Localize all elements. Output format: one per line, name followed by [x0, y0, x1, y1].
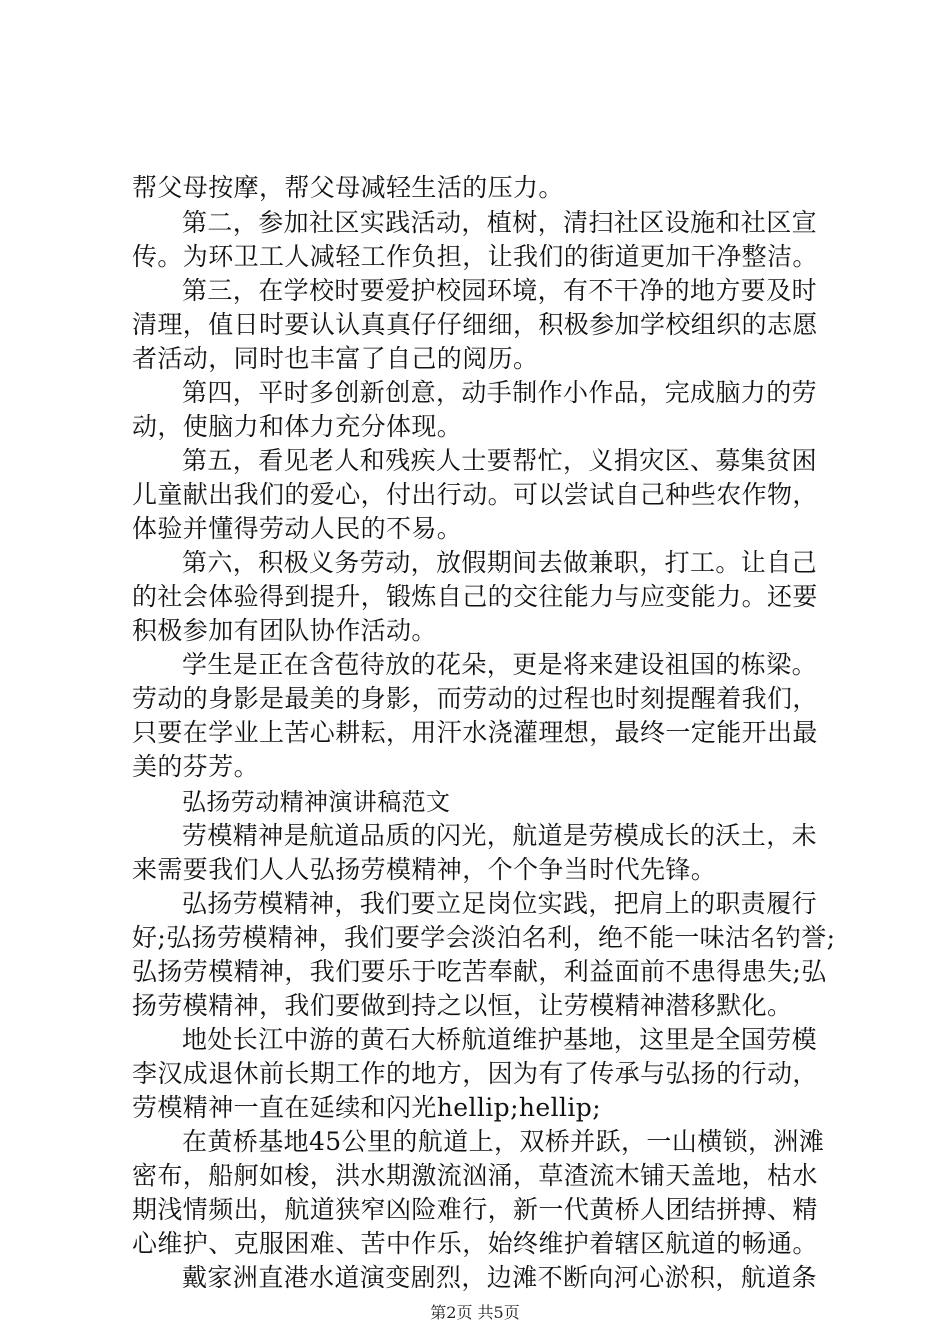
text-line: 者活动，同时也丰富了自己的阅历。: [132, 344, 539, 373]
text-line: 来需要我们人人弘扬劳模精神，个个争当时代先锋。: [132, 855, 717, 884]
text-line: 动，使脑力和体力充分体现。: [132, 412, 463, 441]
paragraph-start: 第四，平时多创新创意，动手制作小作品，完成脑力的劳: [182, 378, 818, 407]
text-line: 传。为环卫工人减轻工作负担，让我们的街道更加干净整洁。: [132, 242, 818, 271]
paragraph-start: 第五，看见老人和残疾人士要帮忙，义捐灾区、募集贫困: [182, 446, 818, 475]
text-line: 只要在学业上苦心耕耘，用汗水浇灌理想，最终一定能开出最: [132, 718, 818, 747]
text-line: 清理，值日时要认认真真仔仔细细，积极参加学校组织的志愿: [132, 310, 818, 339]
text-line: 密布，船舸如梭，洪水期激流汹涌，草渣流木铺天盖地，枯水: [132, 1161, 818, 1190]
text-line: 期浅情频出，航道狭窄凶险难行，新一代黄桥人团结拼搏、精: [132, 1195, 818, 1224]
text-line: 李汉成退休前长期工作的地方，因为有了传承与弘扬的行动，: [132, 1059, 818, 1088]
paragraph-start: 第二，参加社区实践活动，植树，清扫社区设施和社区宣: [182, 208, 818, 237]
paragraph-start: 第三，在学校时要爱护校园环境，有不干净的地方要及时: [182, 276, 818, 305]
text-line: 心维护、克服困难、苦中作乐，始终维护着辖区航道的畅通。: [132, 1229, 818, 1258]
page-footer: 第2页 共5页: [430, 1303, 520, 1322]
text-line: 弘扬劳模精神，我们要乐于吃苦奉献，利益面前不患得患失;弘: [132, 957, 827, 986]
paragraph-start: 劳模精神是航道品质的闪光，航道是劳模成长的沃土，未: [182, 821, 818, 850]
text-line: 美的芬芳。: [132, 752, 260, 781]
text-line: 劳动的身影是最美的身影，而劳动的过程也时刻提醒着我们，: [132, 684, 818, 713]
paragraph-start: 在黄桥基地45公里的航道上，双桥并跃，一山横锁，洲滩: [182, 1127, 825, 1156]
text-line: 好;弘扬劳模精神，我们要学会淡泊名利，绝不能一味沽名钓誉;: [132, 923, 836, 952]
text-line: 儿童献出我们的爱心，付出行动。可以尝试自己种些农作物，: [132, 480, 818, 509]
paragraph-start: 弘扬劳模精神，我们要立足岗位实践，把肩上的职责履行: [182, 889, 818, 918]
text-line: 帮父母按摩，帮父母减轻生活的压力。: [132, 173, 564, 202]
paragraph-start: 地处长江中游的黄石大桥航道维护基地，这里是全国劳模: [182, 1025, 818, 1054]
paragraph-start: 第六，积极义务劳动，放假期间去做兼职，打工。让自己: [182, 548, 818, 577]
text-line: 积极参加有团队协作活动。: [132, 616, 437, 645]
text-line: 劳模精神一直在延续和闪光hellip;hellip;: [132, 1093, 602, 1122]
paragraph-start: 学生是正在含苞待放的花朵，更是将来建设祖国的栋梁。: [182, 650, 818, 679]
text-line: 体验并懂得劳动人民的不易。: [132, 514, 463, 543]
section-title: 弘扬劳动精神演讲稿范文: [182, 788, 451, 816]
text-line: 的社会体验得到提升，锻炼自己的交往能力与应变能力。还要: [132, 582, 818, 611]
text-line: 扬劳模精神，我们要做到持之以恒，让劳模精神潜移默化。: [132, 991, 793, 1020]
paragraph-start: 戴家洲直港水道演变剧烈，边滩不断向河心淤积，航道条: [182, 1263, 818, 1292]
